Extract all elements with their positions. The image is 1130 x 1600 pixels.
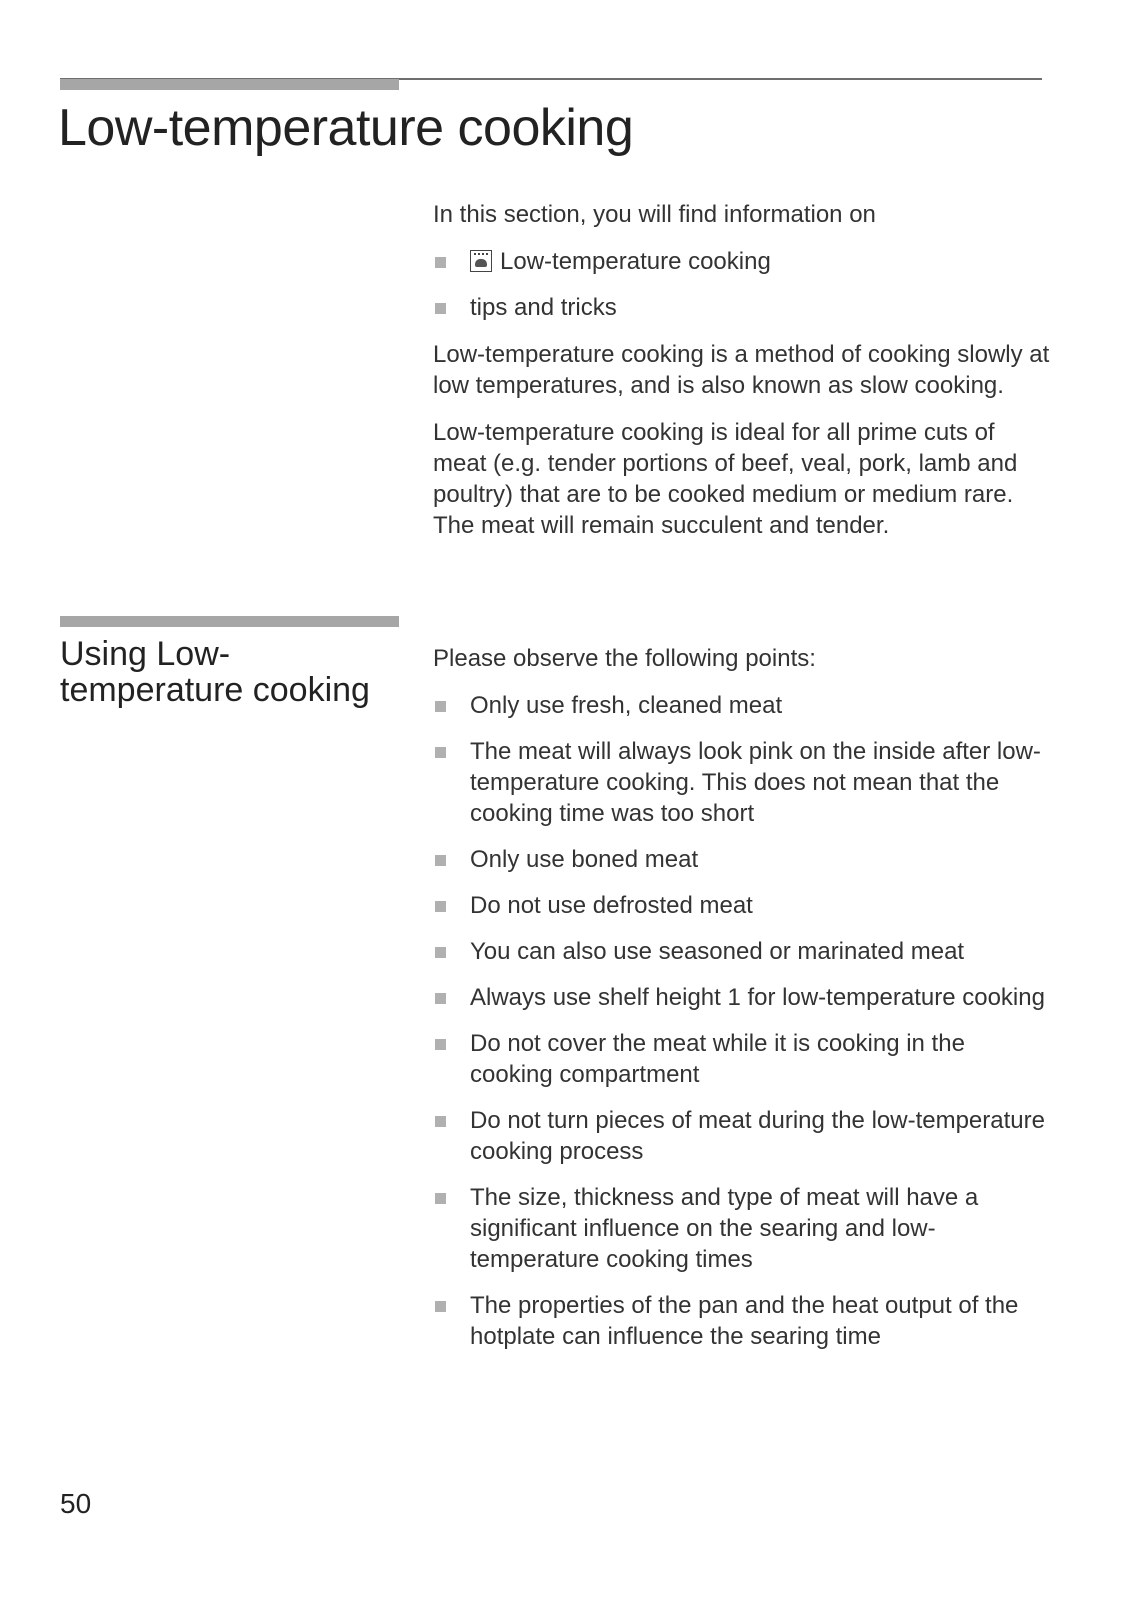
page-title: Low-temperature cooking [58, 99, 634, 157]
point-text: Do not turn pieces of meat during the low-temperature cooking process [470, 1107, 1045, 1165]
topic-label: Low-temperature cooking [500, 248, 771, 275]
list-item [433, 936, 1053, 967]
intro-paragraph: Low-temperature cooking is ideal for all prime cuts of meat (e.g. tender portions of beef, veal, pork, lamb and poultry) that are to be cooked medium or medium rare. The meat will remain succulent and tender. [433, 419, 1018, 539]
list-item [433, 690, 1053, 721]
intro-paragraph: Low-temperature cooking is a method of cooking slowly at low temperatures, and is also known as slow cooking. [433, 341, 1050, 399]
point-text: Only use fresh, cleaned meat [470, 692, 783, 719]
list-item [433, 246, 1053, 277]
points-lead: Please observe the following points: [433, 645, 816, 672]
page-number: 50 [60, 1488, 92, 1519]
bullet-square [435, 747, 446, 758]
bullet-square [435, 1301, 446, 1312]
bullet-square [435, 257, 446, 268]
list-item [433, 1105, 1053, 1167]
point-text: Only use boned meat [470, 846, 699, 873]
list-item [433, 1028, 1053, 1090]
list-item [433, 1290, 1053, 1352]
list-item [433, 890, 1053, 921]
intro-lead: In this section, you will find information on [433, 201, 876, 228]
bullet-square [435, 701, 446, 712]
intro-section [433, 199, 1053, 557]
bullet-square [435, 947, 446, 958]
bullet-square [435, 1116, 446, 1127]
point-text: Do not use defrosted meat [470, 892, 753, 919]
list-item [433, 1182, 1053, 1275]
bullet-square [435, 1193, 446, 1204]
list-item [433, 844, 1053, 875]
intro-topic-list [433, 246, 1053, 323]
point-text: Always use shelf height 1 for low-temperature cooking [470, 984, 1045, 1011]
points-section [433, 643, 1053, 1368]
list-item [433, 982, 1053, 1013]
bullet-square [435, 1039, 446, 1050]
list-item [433, 292, 1053, 323]
point-text: The properties of the pan and the heat output of the hotplate can influence the searing time [470, 1292, 1019, 1350]
bullet-square [435, 901, 446, 912]
point-text: Do not cover the meat while it is cooking in the cooking compartment [470, 1030, 965, 1088]
bullet-square [435, 993, 446, 1004]
point-text: You can also use seasoned or marinated meat [470, 938, 965, 965]
bullet-square [435, 303, 446, 314]
section-rule [60, 616, 399, 627]
header-rule-accent [60, 79, 399, 90]
point-text: The meat will always look pink on the inside after low-temperature cooking. This does not mean that the cooking time was too short [470, 738, 1041, 827]
oven-low-temperature-icon [470, 250, 492, 272]
list-item [433, 736, 1053, 829]
points-list [433, 690, 1053, 1352]
topic-label: tips and tricks [470, 294, 617, 321]
section-heading: Using Low-temperature cooking [60, 635, 370, 709]
bullet-square [435, 855, 446, 866]
point-text: The size, thickness and type of meat will have a significant influence on the searing and low-temperature cooking times [470, 1184, 979, 1273]
